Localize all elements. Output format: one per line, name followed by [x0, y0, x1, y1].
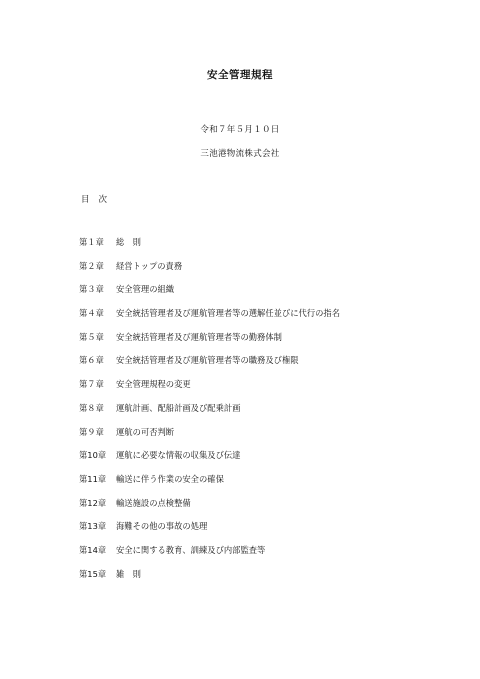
toc-chapter-title: 安全統括管理者及び運航管理者等の職務及び権限: [116, 355, 299, 366]
toc-heading: 目次: [81, 195, 117, 205]
toc-chapter-title: 海難その他の事故の処理: [116, 521, 208, 532]
toc-item: [79, 474, 340, 498]
toc-item: [79, 355, 340, 379]
toc-chapter-number: 第３章: [79, 284, 104, 295]
toc-item: [79, 332, 340, 356]
toc-item: [79, 498, 340, 522]
toc-chapter-number: 第２章: [79, 260, 104, 271]
toc-chapter-title: 安全統括管理者及び運航管理者等の勤務体制: [116, 331, 282, 342]
toc-item: [79, 521, 340, 545]
toc-item: [79, 261, 340, 285]
toc-chapter-number: 第４章: [79, 308, 104, 319]
toc-chapter-title: 運航に必要な情報の収集及び伝達: [116, 450, 241, 461]
toc-chapter-title: 安全統括管理者及び運航管理者等の選解任並びに代行の指名: [116, 308, 341, 319]
toc-item: [79, 427, 340, 451]
toc-chapter-title: 安全に関する教育、訓練及び内部監査等: [116, 544, 266, 555]
toc-chapter-title: 総 則: [116, 237, 141, 247]
toc-item: [79, 403, 340, 427]
company-name: 三池港物流株式会社: [200, 149, 280, 159]
toc-chapter-number: 第13章: [79, 521, 107, 532]
toc-chapter-number: 第８章: [79, 402, 104, 413]
toc-chapter-number: 第５章: [79, 331, 104, 342]
toc-chapter-number: 第６章: [79, 355, 104, 366]
toc-chapter-number: 第７章: [79, 379, 104, 390]
toc-chapter-title: 輸送に伴う作業の安全の確保: [116, 473, 224, 484]
toc-item: [79, 284, 340, 308]
toc-chapter-title: 運航の可否判断: [116, 426, 175, 437]
toc-chapter-number: 第１章: [79, 237, 104, 247]
table-of-contents: [79, 237, 340, 592]
document-date: 令和７年５月１０日: [200, 125, 280, 135]
toc-chapter-title: 雑 則: [116, 568, 141, 579]
toc-chapter-number: 第14章: [79, 544, 107, 555]
toc-item: [79, 308, 340, 332]
toc-chapter-title: 運航計画、配船計画及び配乗計画: [116, 402, 241, 413]
toc-item: [79, 237, 340, 261]
toc-item: [79, 545, 340, 569]
toc-item: [79, 450, 340, 474]
toc-chapter-title: 輸送施設の点検整備: [116, 497, 191, 508]
toc-chapter-number: 第15章: [79, 568, 107, 579]
toc-chapter-number: 第９章: [79, 426, 104, 437]
toc-chapter-number: 第11章: [79, 473, 107, 484]
toc-item: [79, 379, 340, 403]
toc-chapter-title: 経営トップの責務: [116, 260, 183, 271]
toc-chapter-title: 安全管理の組織: [116, 284, 175, 295]
toc-chapter-number: 第12章: [79, 497, 107, 508]
toc-chapter-title: 安全管理規程の変更: [116, 379, 191, 390]
toc-chapter-number: 第10章: [79, 450, 107, 461]
document-title: 安全管理規程: [207, 69, 273, 81]
toc-item: [79, 569, 340, 593]
